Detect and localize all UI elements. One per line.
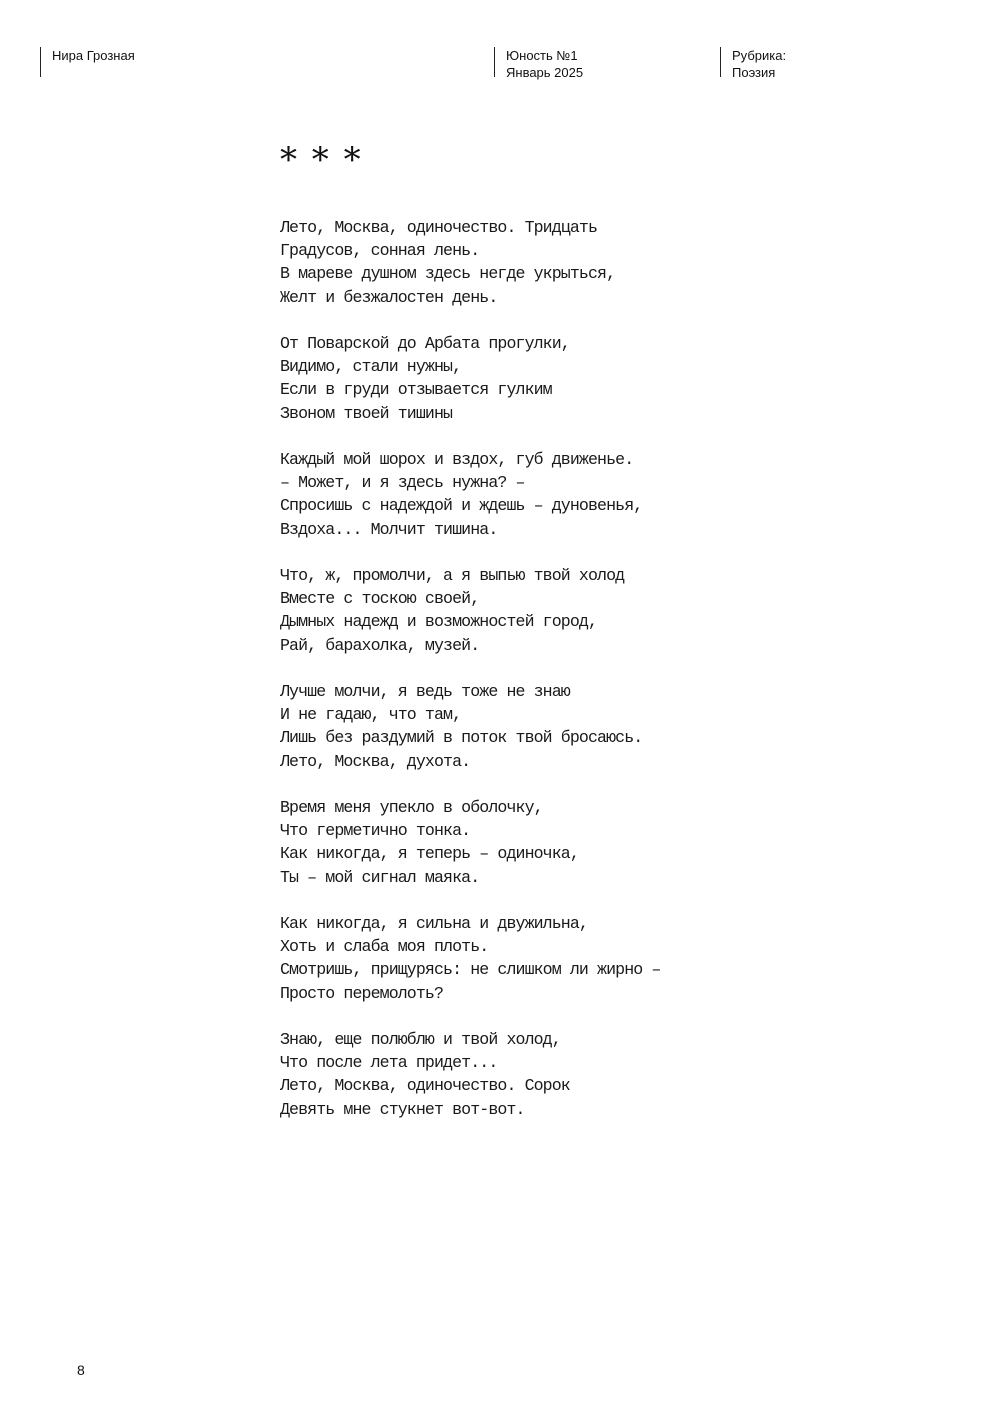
verse-line: И не гадаю, что там, (280, 705, 462, 725)
verse-line: Лучше молчи, я ведь тоже не знаю (280, 682, 570, 701)
poem (280, 140, 800, 1144)
verse-line: Время меня упекло в оболочку, (280, 798, 543, 817)
verse-line: Смотришь, прищурясь: не слишком ли жирно – (280, 960, 661, 980)
stanza (280, 216, 800, 309)
header-rubric (720, 47, 787, 80)
stanza (280, 680, 800, 773)
verse-line: Вздоха... Молчит тишина. (280, 519, 498, 539)
issue-title: Юность №1 (506, 48, 578, 63)
verse-line: Лето, Москва, одиночество. Сорок (280, 1076, 570, 1096)
header-issue (494, 47, 584, 80)
verse-line: Хоть и слаба моя плоть. (280, 937, 489, 957)
verse-line: Вместе с тоскою своей, (280, 589, 480, 609)
verse-line: Девять мне стукнет вот-вот. (280, 1099, 525, 1119)
verse-line: Что герметично тонка. (280, 821, 471, 841)
verse-line: Просто перемолоть? (280, 983, 444, 1003)
stanza (280, 796, 800, 889)
stanza (280, 448, 800, 541)
verse-line: Ты – мой сигнал маяка. (280, 867, 480, 887)
verse-line: Желт и безжалостен день. (280, 287, 498, 307)
verse-line: Если в груди отзывается гулким (280, 380, 552, 400)
verse-line: Знаю, еще полюблю и твой холод, (280, 1030, 561, 1049)
verse-line: Что после лета придет... (280, 1053, 498, 1073)
verse-line: От Поварской до Арбата прогулки, (280, 334, 570, 353)
verse-line: Лето, Москва, духота. (280, 751, 471, 771)
verse-line: Звоном твоей тишины (280, 403, 453, 423)
stanza (280, 912, 800, 1005)
verse-line: Дымных надежд и возможностей город, (280, 612, 598, 632)
verse-line: Лишь без раздумий в поток твой бросаюсь. (280, 728, 643, 748)
verse-line: Что, ж, промолчи, а я выпью твой холод (280, 566, 625, 585)
rubric-value: Поэзия (732, 65, 776, 80)
verse-line: Рай, барахолка, музей. (280, 635, 480, 655)
verse-line: Каждый мой шорох и вздох, губ движенье. (280, 450, 634, 469)
page-number: 8 (77, 1362, 85, 1378)
verse-line: Градусов, сонная лень. (280, 241, 480, 261)
stanza (280, 1028, 800, 1121)
header-author (40, 47, 135, 77)
verse-line: Как никогда, я сильна и двужильна, (280, 914, 588, 933)
stanza (280, 564, 800, 657)
author-name: Нира Грозная (52, 48, 135, 63)
verse-line: Видимо, стали нужны, (280, 357, 462, 377)
issue-date: Январь 2025 (506, 65, 584, 80)
poem-title: * * * (280, 140, 363, 180)
verse-line: В мареве душном здесь негде укрыться, (280, 264, 616, 284)
verse-line: – Может, и я здесь нужна? – (280, 473, 525, 493)
verse-line: Как никогда, я теперь – одиночка, (280, 844, 579, 864)
rubric-label: Рубрика: (732, 48, 787, 63)
verse-line: Спросишь с надеждой и ждешь – дуновенья, (280, 496, 643, 516)
verse-line: Лето, Москва, одиночество. Тридцать (280, 218, 598, 237)
stanza (280, 332, 800, 425)
